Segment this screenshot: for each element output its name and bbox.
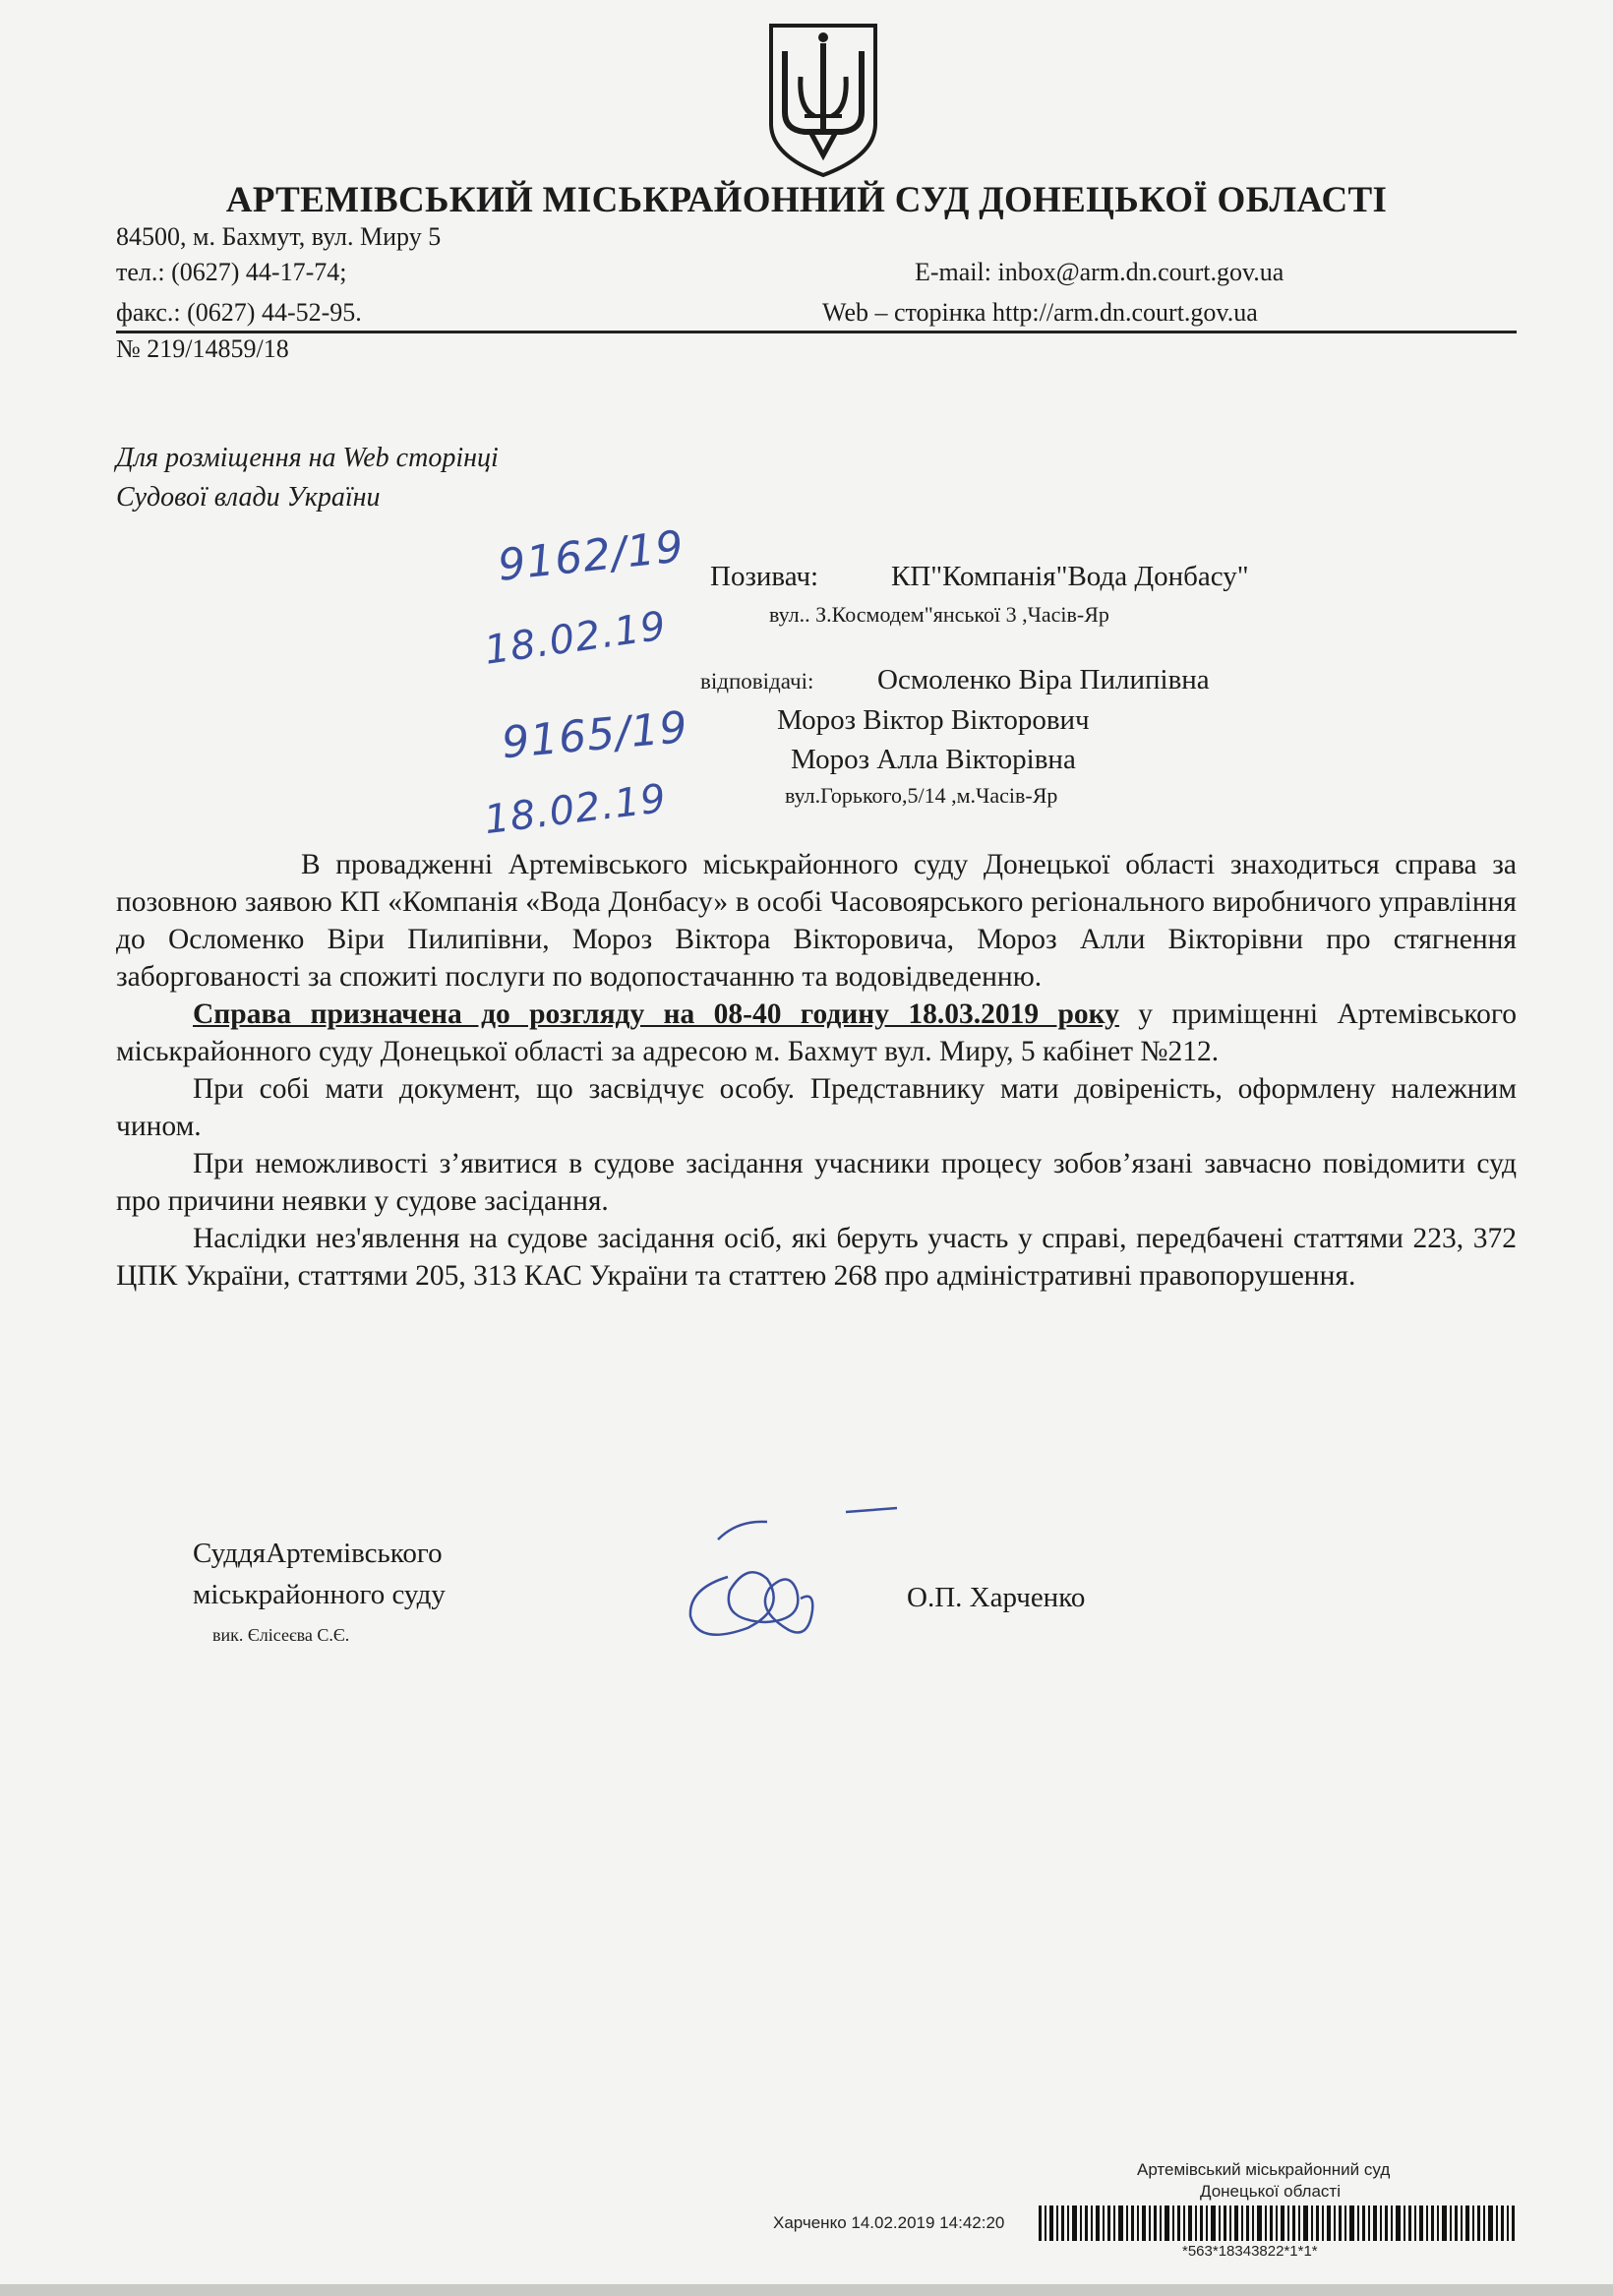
court-phone: тел.: (0627) 44-17-74; — [116, 258, 347, 286]
handwritten-signature — [679, 1500, 915, 1648]
header-divider — [116, 331, 1517, 333]
handwritten-registration-mark-1: 9162/19 — [495, 521, 687, 591]
court-email: E-mail: inbox@arm.dn.court.gov.ua — [915, 258, 1284, 286]
signatory-title-line2: міськрайонного суду — [193, 1579, 446, 1610]
plaintiff-address: вул.. З.Космодем"янської 3 ,Часів-Яр — [769, 602, 1109, 627]
hearing-date-highlight: Справа призначена до розгляду на 08-40 годину 18.03.2019 року — [193, 998, 1119, 1030]
paragraph-hearing-date — [116, 996, 1517, 1070]
court-website: Web – сторінка http://arm.dn.court.gov.ua — [822, 298, 1258, 327]
plaintiff-label: Позивач: — [710, 561, 819, 592]
barcode-text: *563*18343822*1*1* — [1182, 2243, 1318, 2260]
defendant-3: Мороз Алла Вікторівна — [791, 744, 1076, 775]
notice-body — [116, 846, 1517, 1295]
signatory-title-line1: СуддяАртемівського — [193, 1538, 443, 1569]
handwritten-date-1: 18.02.19 — [481, 603, 670, 674]
defendants-address: вул.Горького,5/14 ,м.Часів-Яр — [785, 783, 1058, 808]
paragraph-absence-notice: При неможливості з’явитися в судове засідання учасники процесу зобов’язані завчасно повідомити суд про причини неявки у судове засідання. — [116, 1148, 1517, 1217]
publication-note-line1: Для розміщення на Web сторінці — [116, 443, 499, 473]
handwritten-registration-mark-2: 9165/19 — [500, 701, 690, 769]
defendant-2: Мороз Віктор Вікторович — [777, 704, 1090, 736]
paragraph-consequences: Наслідки нез'явлення на судове засідання осіб, які беруть участь у справі, передбачені статтями 223, 372 ЦПК України, статтями 205, 313 КАС України та статтею 268 про адміністративні правопорушення. — [116, 1223, 1517, 1292]
case-number: № 219/14859/18 — [116, 334, 289, 363]
plaintiff-name: КП"Компанія"Вода Донбасу" — [891, 561, 1249, 592]
paragraph-case-description: В провадженні Артемівського міськрайонного суду Донецької області знаходиться справа за позовною заявою КП «Компанія «Вода Донбасу» в особі Часовоярського регіонального виробничого управління до Осломенко Віри Пилипівни, Мороз Віктора Вікторовича, Мороз Алли Вікторівни про стягнення заборгованості за спожиті послуги по водопостачанню та водовідведенню. — [116, 849, 1517, 993]
handwritten-date-2: 18.02.19 — [481, 775, 670, 844]
defendants-label: відповідачі: — [700, 669, 814, 694]
court-fax: факс.: (0627) 44-52-95. — [116, 298, 362, 327]
defendant-1: Осмоленко Віра Пилипівна — [877, 664, 1210, 695]
publication-note-line2: Судової влади України — [116, 482, 381, 513]
court-address: 84500, м. Бахмут, вул. Миру 5 — [116, 222, 442, 251]
judge-name: О.П. Харченко — [907, 1582, 1086, 1613]
court-title: АРТЕМІВСЬКИЙ МІСЬКРАЙОННИЙ СУД ДОНЕЦЬКОЇ ОБЛАСТІ — [225, 180, 1388, 220]
stamp-region: Донецької області — [1200, 2182, 1341, 2201]
scan-edge — [0, 2284, 1613, 2296]
signed-by-timestamp: Харченко 14.02.2019 14:42:20 — [773, 2213, 1005, 2232]
document-barcode — [1039, 2205, 1515, 2241]
coat-of-arms-icon — [765, 22, 881, 179]
executor-note: вик. Єлісеєва С.Є. — [212, 1625, 350, 1645]
hearing-location: у приміщенні Артемівського міськрайонного суду Донецької області за адресою м. Бахмут вул. Миру, 5 кабінет №212. — [116, 998, 1517, 1067]
paragraph-identity-requirement: При собі мати документ, що засвідчує особу. Представнику мати довіреність, оформлену належним чином. — [116, 1073, 1517, 1142]
stamp-court-name: Артемівський міськрайонний суд — [1137, 2160, 1391, 2179]
